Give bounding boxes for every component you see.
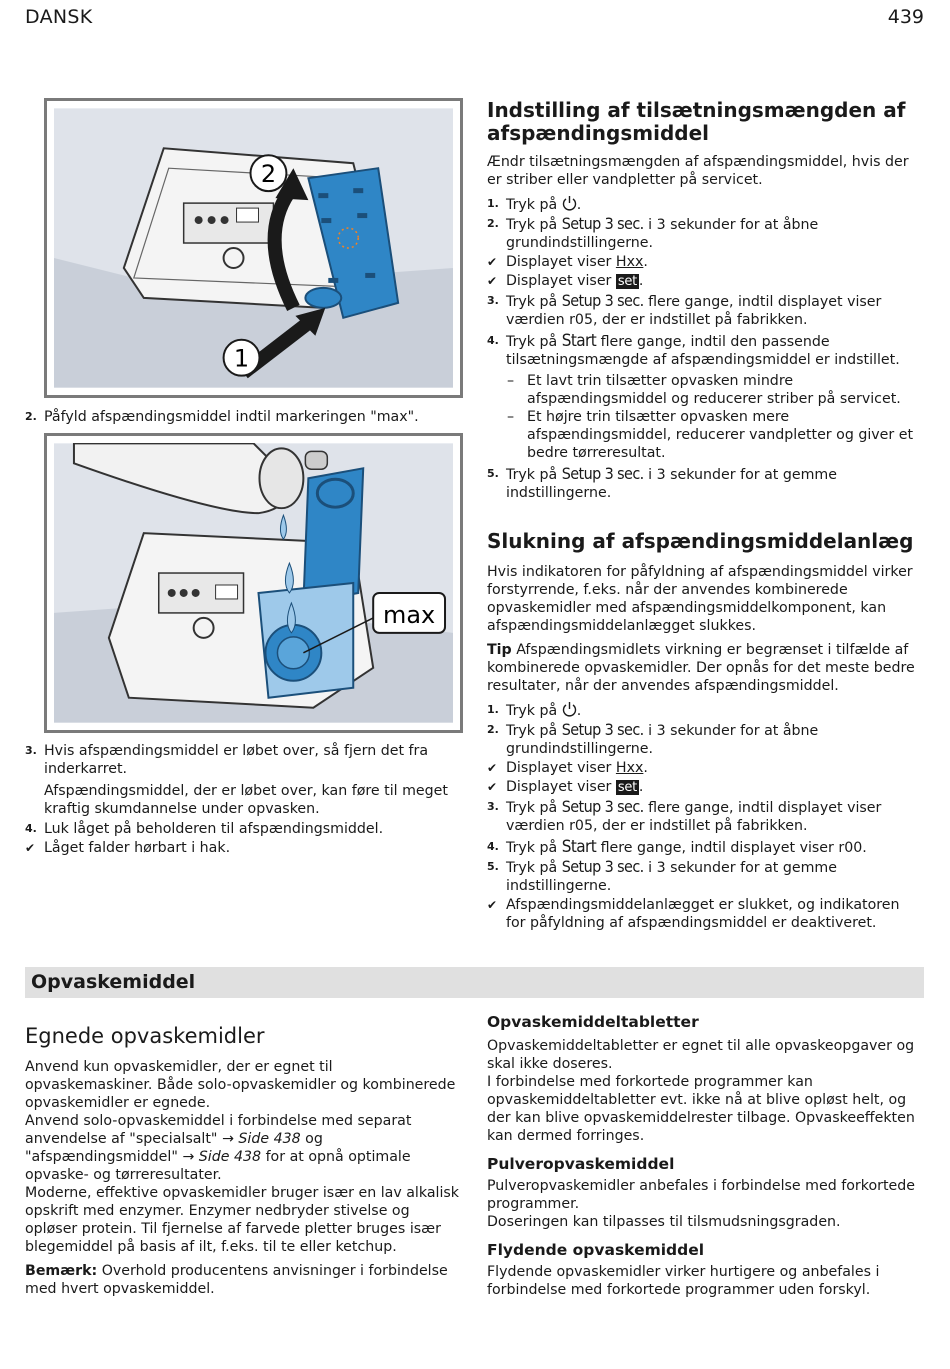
powder-p2: Doseringen kan tilpasses til tilsmudsningsgraden. <box>487 1214 841 1230</box>
liquid-p1: Flydende opvaskemidler virker hurtigere og anbefales i forbindelse med forkortede programmer uden forskyl. <box>487 1264 880 1298</box>
setting-step-5: 5. Tryk på Setup 3 sec. i 3 sekunder for at gemme indstillingerne. <box>487 464 837 501</box>
figure-open-lid <box>44 98 463 398</box>
start-button-label: Start <box>561 331 597 351</box>
arrow-right-icon: → <box>182 1149 195 1165</box>
tablets-p2: I forbindelse med forkortede programmer kan opvaskemiddeltabletter evt. ikke nå at blive opløst helt, og der kan blive opvaskemiddelrester tilbage. Opvaskeeffekten kan dermed forringes. <box>487 1074 915 1144</box>
setting-title: Indstilling af tilsætningsmængden af afspændingsmiddel <box>487 98 906 145</box>
check-icon: ✔ <box>487 780 498 794</box>
setting-step-1: 1. Tryk på . <box>487 197 582 213</box>
check-icon: ✔ <box>487 255 498 269</box>
set-display-badge: set <box>617 274 637 289</box>
section-banner <box>25 967 924 998</box>
header-language: DANSK <box>25 6 93 28</box>
check-icon: ✔ <box>487 761 498 775</box>
tablets-p1: Opvaskemiddeltabletter er egnet til alle opvaskeopgaver og skal ikke doseres. <box>487 1038 915 1072</box>
check-icon: ✔ <box>25 841 36 855</box>
switchoff-tip: Tip Afspændingsmidlets virkning er begrænset i tilfælde af kombinerede opvaskemidler. Der opnås for det meste bedre resultater, når der anvendes afspændingsmiddel. <box>487 642 915 694</box>
switchoff-result-2: ✔ Displayet viser set . <box>487 779 644 795</box>
arrow-right-icon: → <box>221 1131 234 1147</box>
power-icon <box>562 701 577 717</box>
switchoff-result: ✔ Afspændingsmiddelanlægget er slukket, og indikatoren for påfyldning af afspændingsmiddel er deaktiveret. <box>487 897 900 931</box>
start-button-label: Start <box>561 837 597 857</box>
step-4: 4. Luk låget på beholderen til afspændingsmiddel. <box>25 821 384 837</box>
step-3: 3. Hvis afspændingsmiddel er løbet over, så fjern det fra inderkarret. <box>25 743 429 777</box>
dispenser-open-illustration <box>54 108 453 388</box>
switchoff-step-2: 2. Tryk på Setup 3 sec. i 3 sekunder for at åbne grundindstillingerne. <box>487 720 819 757</box>
check-icon: ✔ <box>487 274 498 288</box>
setting-option-high: – Et højre trin tilsætter opvasken mere afspændingsmiddel, reducerer vandpletter og giver et bedre tørreresultat. <box>507 409 914 461</box>
callout-1: 1 <box>233 344 250 373</box>
setting-step-3: 3. Tryk på Setup 3 sec. flere gange, indtil displayet viser værdien r05, der er indstillet på fabrikken. <box>487 291 882 328</box>
setting-option-low: – Et lavt trin tilsætter opvasken mindre afspændingsmiddel og reducerer striber på servicet. <box>507 373 901 407</box>
switchoff-step-1: 1. Tryk på . <box>487 703 582 719</box>
suitable-p3: Moderne, effektive opvaskemidler bruger især en lav alkalisk opskrift med enzymer. Enzymer nedbryder stivelse og opløser protein. Til fjernelse af farvede pletter bruges især blegemiddel på basis af ilt, f.eks. til te eller ketchup. <box>25 1185 460 1255</box>
setup-button-label: Setup 3 sec. <box>561 214 644 233</box>
switchoff-step-4: 4. Tryk på Start flere gange, indtil displayet viser r00. <box>487 837 867 857</box>
set-display-badge: set <box>617 780 637 795</box>
left-steps-a <box>25 408 463 427</box>
setting-step-4: 4. Tryk på Start flere gange, indtil den passende tilsætningsmængde af afspændingsmiddel er indstillet. <box>487 331 900 368</box>
powder-title: Pulveropvaskemiddel <box>487 1155 675 1173</box>
tablets-title: Opvaskemiddeltabletter <box>487 1013 699 1031</box>
step-3-note: Afspændingsmiddel, der er løbet over, kan føre til meget kraftig skumdannelse under opvasken. <box>44 783 448 817</box>
suitable-p1: Anvend kun opvaskemidler, der er egnet til opvaskemaskiner. Både solo-opvaskemidler og kombinerede opvaskemidler er egnede. <box>25 1059 456 1111</box>
page-ref-link[interactable]: Side 438 <box>238 1131 301 1147</box>
setting-result-2: ✔ Displayet viser set . <box>487 273 644 289</box>
setting-result-1: ✔ Displayet viser Hxx. <box>487 254 648 270</box>
figure-fill-max <box>44 433 463 733</box>
suitable-p2: Anvend solo-opvaskemiddel i forbindelse med separat anvendelse af "specialsalt" → Side 438 og "afspændingsmiddel" → Side 438 for at opnå optimale opvaske- og tørreresultater. <box>25 1113 412 1183</box>
liquid-title: Flydende opvaskemiddel <box>487 1241 705 1259</box>
switchoff-result-1: ✔ Displayet viser Hxx. <box>487 760 648 776</box>
section-types <box>487 1012 923 1299</box>
label-max: max <box>383 600 436 629</box>
page-ref-link[interactable]: Side 438 <box>198 1149 262 1165</box>
setup-button-label: Setup 3 sec. <box>561 857 644 876</box>
switchoff-step-5: 5. Tryk på Setup 3 sec. i 3 sekunder for at gemme indstillingerne. <box>487 857 837 894</box>
switchoff-step-3: 3. Tryk på Setup 3 sec. flere gange, indtil displayet viser værdien r05, der er indstillet på fabrikken. <box>487 797 882 834</box>
left-steps-b <box>25 742 463 858</box>
setup-button-label: Setup 3 sec. <box>561 720 644 739</box>
step-2: 2. Påfyld afspændingsmiddel indtil markeringen "max". <box>25 409 419 425</box>
section-switchoff <box>487 530 923 933</box>
section-setting <box>487 99 923 503</box>
step-result: ✔ Låget falder hørbart i hak. <box>25 840 231 856</box>
suitable-title: Egnede opvaskemidler <box>25 1024 265 1048</box>
header-page-number: 439 <box>887 6 924 28</box>
setting-intro: Ændr tilsætningsmængden af afspændingsmiddel, hvis der er striber eller vandpletter på servicet. <box>487 154 909 188</box>
suitable-note: Bemærk: Overhold producentens anvisninger i forbindelse med hvert opvaskemiddel. <box>25 1263 448 1297</box>
setup-button-label: Setup 3 sec. <box>561 291 644 310</box>
setting-step-2: 2. Tryk på Setup 3 sec. i 3 sekunder for at åbne grundindstillingerne. <box>487 214 819 251</box>
check-icon: ✔ <box>487 898 498 912</box>
switchoff-intro: Hvis indikatoren for påfyldning af afspændingsmiddel virker forstyrrende, f.eks. når der anvendes kombinerede opvaskemidler med afspændingsmiddelkomponent, kan afspændingsmiddelanlægget slukkes. <box>487 564 913 634</box>
setup-button-label: Setup 3 sec. <box>561 797 644 816</box>
setup-button-label: Setup 3 sec. <box>561 464 644 483</box>
powder-p1: Pulveropvaskemidler anbefales i forbindelse med forkortede programmer. <box>487 1178 915 1212</box>
banner-title: Opvaskemiddel <box>31 971 196 993</box>
switchoff-title: Slukning af afspændingsmiddelanlæg <box>487 529 914 553</box>
callout-2: 2 <box>260 160 277 189</box>
dispenser-fill-illustration <box>54 443 453 723</box>
section-suitable <box>25 1025 463 1298</box>
power-icon <box>562 195 577 211</box>
